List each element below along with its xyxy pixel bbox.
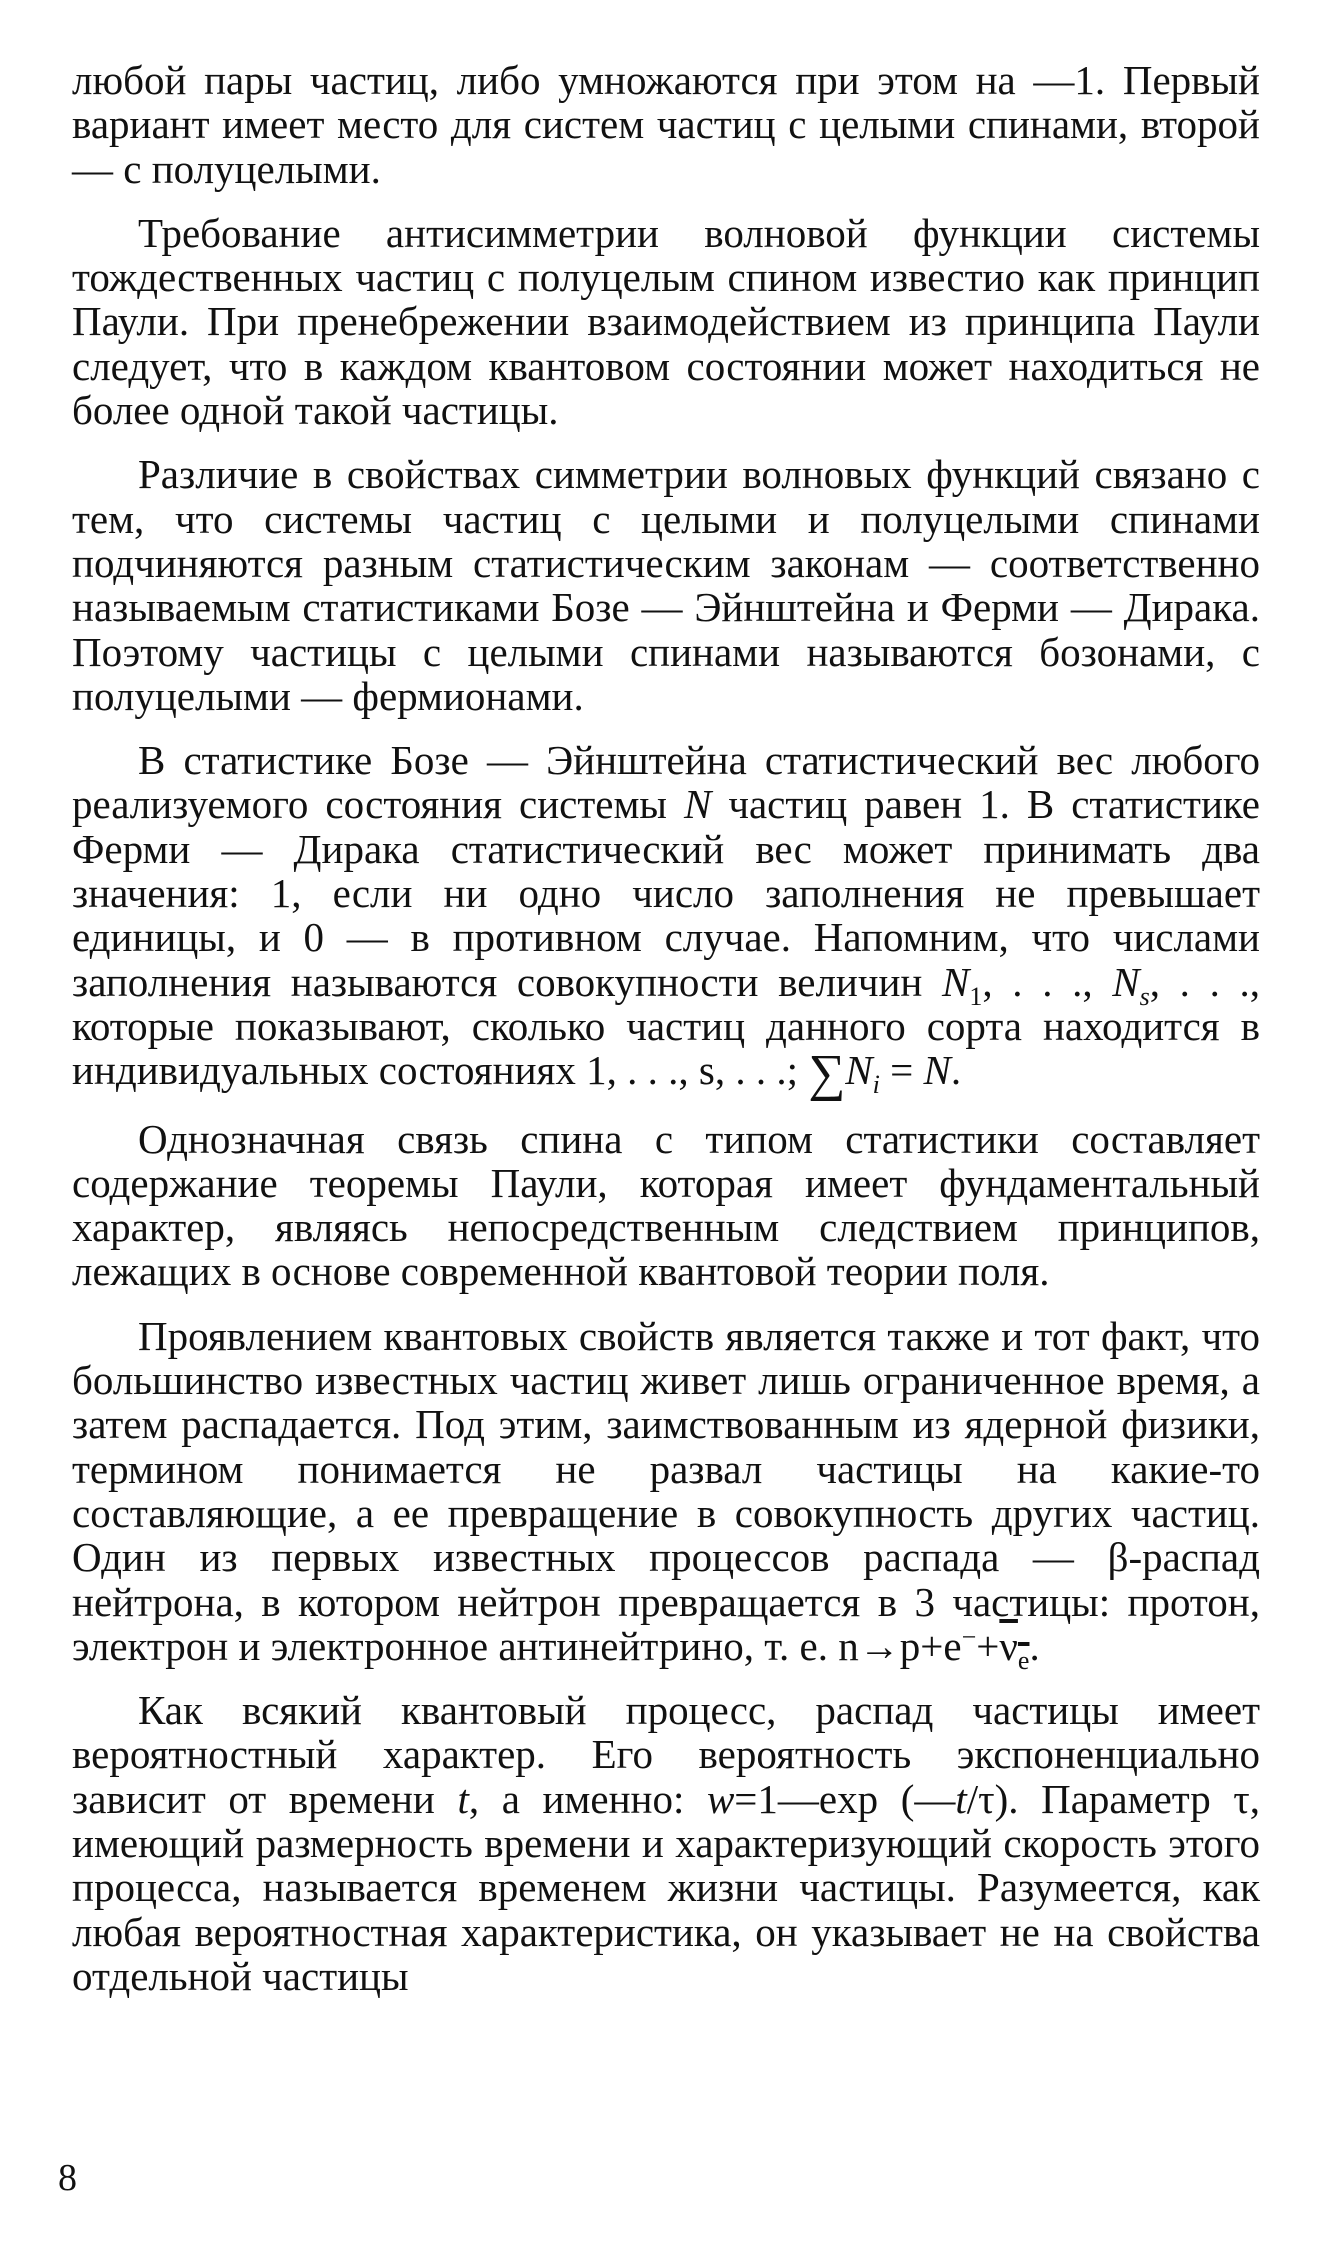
page-number: 8 <box>58 2157 77 2199</box>
sum-eq: = <box>879 1047 924 1094</box>
paragraph-3: Различие в свойствах симметрии волновых функций связано с тем, что системы частиц с целыми и полуцелыми спинами подчиняются разным статистическим законам — соответственно называемым статистиками Бозе — Эйнштейна и Ферми — Дирака. Поэтому частицы с целыми спинами называются бозонами, с полуцелыми — фермионами. <box>72 451 1260 719</box>
reaction-plus: + <box>976 1622 1000 1669</box>
reaction-sup: − <box>961 1622 977 1652</box>
sum-sign: ∑ <box>808 1045 846 1103</box>
paragraph-7 <box>72 1688 1260 1998</box>
antineutrino <box>999 1622 1030 1675</box>
paragraph-4-text-c: которые показывают, сколько частиц данного сорта находится в индивидуальных состояниях 1, . . ., s, . . .; <box>72 1002 1260 1094</box>
beta-decay-reaction <box>838 1622 1030 1675</box>
symbol-w: w <box>706 1775 735 1822</box>
reaction-nu: ν <box>999 1622 1018 1669</box>
occupation-numbers-formula <box>942 958 1261 1011</box>
paragraph-4-text-a: В статистике Бозе — Эйнштейна статистический вес любого реализуемого состояния системы <box>72 737 1260 828</box>
paragraph-5: Однозначная связь спина с типом статистики составляет содержание теоремы Паули, которая имеет фундаментальный характер, являясь непосредственным следствием принципов, лежащих в основе современной квантовой теории поля. <box>72 1115 1260 1295</box>
sum-formula <box>808 1045 951 1103</box>
formula-t: t <box>955 1775 967 1822</box>
formula-body: =1—exp (— <box>734 1775 956 1822</box>
paragraph-4-text-b: частиц равен 1. В статистике Ферми — Дирака статистический вес может принимать два значения: 1, если ни одно число заполнения не превышает единицы, и 0 — в противном случае. Напомним, что числами заполнения называются совокупности величин <box>72 781 1260 1005</box>
formula-n1-sub: 1 <box>969 981 983 1011</box>
formula-end: , . . ., <box>1149 958 1261 1005</box>
reaction-lhs: n→p+e <box>838 1622 962 1669</box>
paragraph-1: любой пары частиц, либо умножаются при этом на —1. Первый вариант имеет место для систем частиц с целыми спинами, второй — с полуцелыми. <box>72 57 1260 192</box>
sum-rhs: N <box>923 1047 951 1094</box>
paragraph-6 <box>72 1312 1260 1675</box>
formula-mid: , . . ., <box>982 958 1113 1005</box>
paragraph-6-text-a: Проявлением квантовых свойств является также и тот факт, что большинство известных частиц живет лишь ограниченное время, а затем распадается. Под этим, заимствованным из ядерной физики, термином понимается не развал частицы на какие-то составляющие, а ее превращение в совокупность других частиц. Один из первых известных процессов распада — β-распад нейтрона, в котором нейтрон превращается в 3 частицы: протон, электрон и электронное антинейтрино, т. е. <box>72 1312 1260 1669</box>
paragraph-2: Требование антисимметрии волновой функции системы тождественных частиц с полуцелым спином известио как принцип Паули. При пренебрежении взаимодействием из принципа Паули следует, что в каждом квантовом состоянии может находиться не более одной такой частицы. <box>72 209 1260 434</box>
formula-close: /τ) <box>966 1775 1009 1822</box>
formula-n1: N <box>942 958 970 1005</box>
paragraph-4 <box>72 737 1261 1103</box>
paragraph-7-text-a: Как всякий квантовый процесс, распад частицы имеет вероятностный характер. Его вероятность экспоненциально зависит от времени <box>72 1687 1260 1822</box>
reaction-nu-sub: e <box>1017 1645 1030 1675</box>
formula-ns: N <box>1112 958 1140 1005</box>
paragraph-7-text-b: , а именно: <box>468 1775 707 1822</box>
paragraph-6-text-b: . <box>1029 1622 1040 1669</box>
paragraph-4-text-d: . <box>950 1047 962 1094</box>
sum-sub: i <box>872 1070 880 1100</box>
formula-ns-sub: s <box>1139 981 1150 1011</box>
symbol-n: N <box>683 781 712 828</box>
symbol-t: t <box>457 1775 469 1822</box>
sum-var: N <box>845 1047 873 1094</box>
decay-probability-formula <box>707 1776 1008 1822</box>
paragraph-7-text-c: . Параметр τ, имеющий размерность времени и характеризующий скорость этого процесса, называется временем жизни частицы. Разумеется, как любая вероятностная характеристика, он указывает не на свойства отдельной частицы <box>72 1775 1261 1999</box>
page-body <box>72 58 1260 1998</box>
